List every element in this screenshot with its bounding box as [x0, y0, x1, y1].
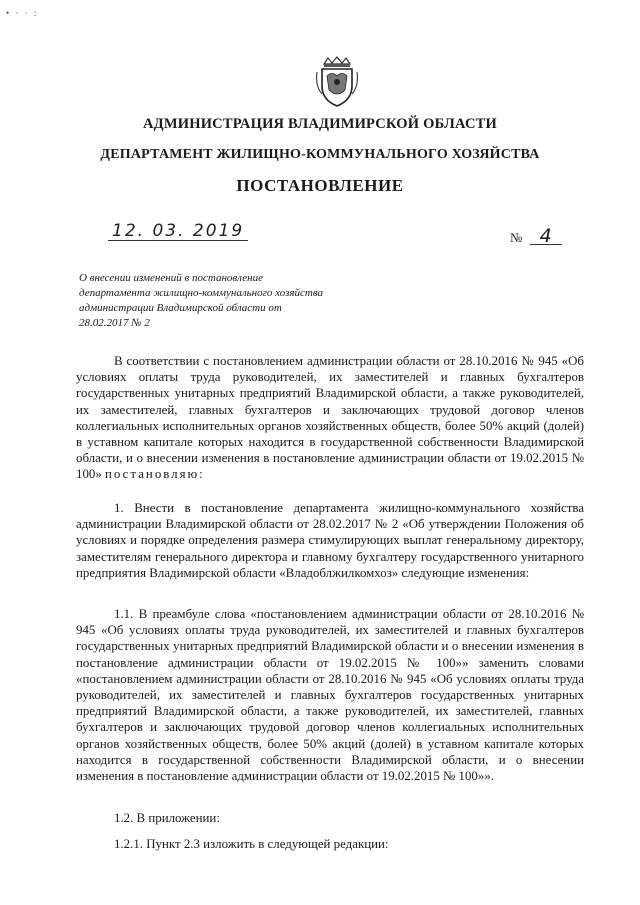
number-value: 4: [530, 228, 562, 245]
corner-marks: • · · :: [6, 8, 39, 18]
paragraph-1-text: 1. Внести в постановление департамента жилищно-коммунального хозяйства администрации Владимирской области от 28.02.2017 № 2 «Об утверждении Положения об условиях и порядке определения размера стимулирующих выплат генеральному директору, заместителям генерального директора и главному бухгалтеру государственного унитарного предприятия Владимирской области «Владоблжилкомхоз» следующие изменения:: [76, 501, 584, 580]
paragraph-1-1-text: 1.1. В преамбуле слова «постановлением администрации области от 28.10.2016 № 945 «Об условиях оплаты труда руководителей, их заместителей и главных бухгалтеров государственных унитарных предприятий Владимирской области и о внесении изменения в постановление администрации области от 19.02.2015 № 100»» заменить словами «постановлением администрации области от 28.10.2016 № 945 «Об условиях оплаты труда руководителей, их заместителей и главных бухгалтеров государственных унитарных предприятий Владимирской области, а также руководителей, их заместителей, главных бухгалтеров и заключающих трудовой договор членов коллегиальных исполнительных органов хозяйственных обществ, более 50% акций (долей) в уставном капитале которых находится в государственной собственности Владимирской области, и о внесении изменения в постановление администрации области от 19.02.2015 № 100»».: [76, 607, 584, 784]
department-name: ДЕПАРТАМЕНТ ЖИЛИЩНО-КОММУНАЛЬНОГО ХОЗЯЙСТВА: [100, 147, 540, 162]
document-subject: О внесении изменений в постановление департамента жилищно-коммунального хозяйства администрации Владимирской области от 28.02.2017 № 2: [79, 272, 324, 329]
paragraph-1-2-text: 1.2. В приложении:: [114, 811, 220, 825]
preamble-paragraph: [76, 353, 584, 483]
paragraph-1-1: [76, 606, 584, 784]
document-date: 12. 03. 2019: [108, 222, 248, 241]
coat-of-arms-icon: [314, 56, 360, 108]
number-label: №: [510, 230, 523, 245]
paragraph-1-2-1-text: 1.2.1. Пункт 2.3 изложить в следующей редакции:: [114, 837, 389, 851]
paragraph-1-2-1: [76, 836, 584, 852]
document-title: ПОСТАНОВЛЕНИЕ: [236, 176, 404, 195]
document-number: [510, 225, 562, 247]
organization-name: АДМИНИСТРАЦИЯ ВЛАДИМИРСКОЙ ОБЛАСТИ: [143, 116, 497, 132]
preamble-text: В соответствии с постановлением администрации области от 28.10.2016 № 945 «Об условиях оплаты труда руководителей, их заместителей и главных бухгалтеров государственных унитарных предприятий Владимирской области, а также руководителей, их заместителей, главных бухгалтеров и заключающих трудовой договор членов коллегиальных исполнительных органов хозяйственных обществ, более 50% акций (долей) в уставном капитале которых находится в государственной собственности Владимирской области, и о внесении изменения в постановление администрации области от 19.02.2015 № 100»: [76, 354, 584, 482]
paragraph-1-2: [76, 810, 584, 826]
decree-verb: постановляю:: [105, 467, 205, 482]
paragraph-1: [76, 500, 584, 581]
